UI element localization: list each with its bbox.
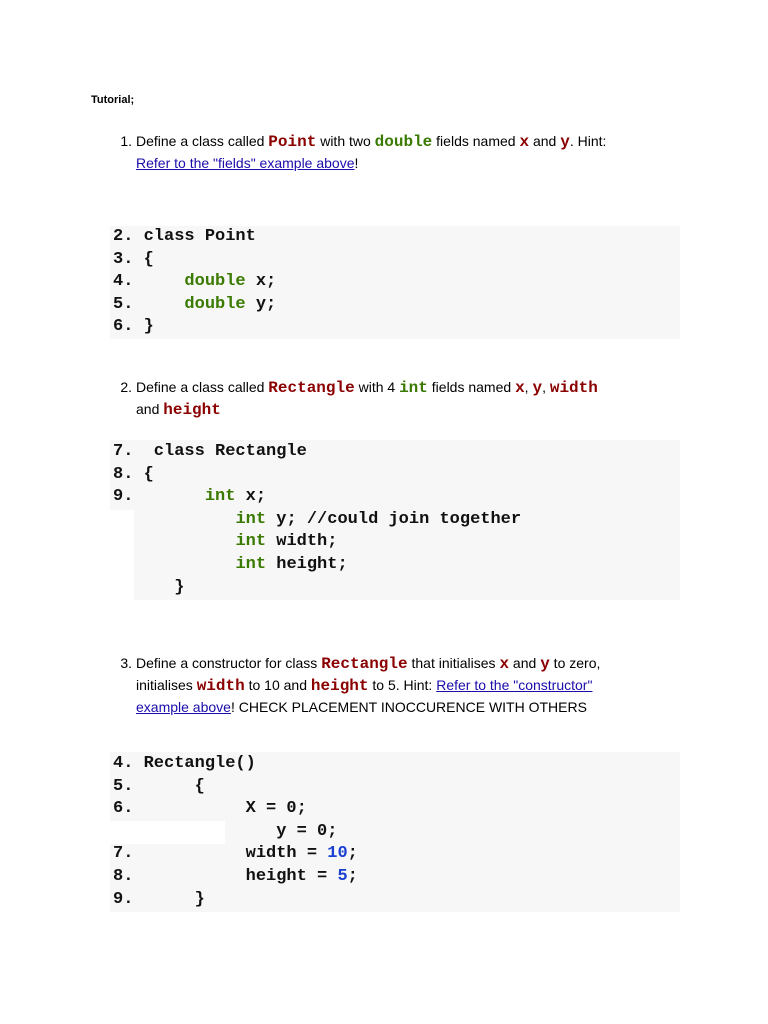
code-text: ;: [347, 867, 358, 886]
text: fields named: [427, 379, 516, 395]
line-number: 9.: [113, 487, 134, 507]
code-text: class Point: [133, 227, 256, 246]
code-text: [133, 272, 184, 291]
code-text: }: [133, 577, 185, 597]
keyword-rectangle: Rectangle: [268, 379, 355, 397]
code-text: ;: [347, 844, 358, 864]
constructor-example-link[interactable]: example above: [136, 699, 231, 715]
code-text: Rectangle(): [133, 754, 256, 773]
code-text: X = 0;: [133, 799, 307, 819]
code-line: [113, 888, 205, 911]
item-number: 1.: [120, 133, 132, 149]
code-text: [133, 555, 235, 574]
keyword-height: height: [310, 677, 369, 695]
instruction-1: [0, 131, 768, 175]
instruction-2: [0, 377, 768, 421]
code-keyword: int: [235, 555, 267, 574]
code-text: width;: [266, 532, 338, 552]
text: . Hint:: [569, 133, 607, 149]
text: with 4: [354, 379, 400, 395]
code-text: {: [133, 249, 154, 269]
fields-example-link[interactable]: Refer to the "fields" example above: [136, 155, 355, 171]
line-number: [113, 822, 133, 841]
code-line: [113, 315, 154, 338]
code-line: [113, 797, 307, 820]
text: Define a constructor for class: [136, 655, 322, 671]
code-line: [113, 842, 358, 865]
code-text: [133, 510, 235, 529]
line-number: 6.: [113, 799, 134, 819]
code-line: [113, 820, 337, 843]
code-text: height =: [133, 867, 338, 886]
code-line: [113, 440, 307, 463]
line-number: 3.: [113, 249, 134, 269]
keyword-width: width: [549, 379, 598, 397]
code-text: y;: [245, 294, 277, 314]
line-number: [113, 532, 133, 551]
code-text: }: [133, 889, 205, 909]
code-text: }: [133, 317, 154, 337]
line-number: 4.: [113, 272, 134, 292]
item-number: 2.: [120, 379, 132, 395]
keyword-x: x: [499, 655, 510, 673]
code-text: x;: [235, 487, 267, 507]
code-text: {: [133, 776, 205, 796]
code-text: class Rectangle: [133, 442, 307, 461]
code-text: x;: [245, 272, 277, 292]
line-number: 8.: [113, 867, 134, 886]
code-line: [113, 508, 521, 531]
code-line: [113, 248, 154, 271]
text: to 5. Hint:: [368, 677, 437, 693]
code-text: [133, 487, 204, 506]
line-number: [113, 555, 133, 574]
line-number: 2.: [113, 227, 134, 246]
code-line: [113, 775, 205, 798]
code-keyword: int: [235, 509, 267, 529]
line-number: 9.: [113, 889, 134, 909]
line-number: 6.: [113, 317, 134, 337]
code-line: [113, 485, 266, 508]
keyword-int: int: [399, 379, 428, 397]
line-number: 4.: [113, 754, 134, 773]
code-text: [133, 532, 235, 551]
code-text: height;: [266, 555, 348, 574]
keyword-y: y: [532, 379, 543, 397]
text: Define a class called: [136, 133, 269, 149]
code-line: [113, 530, 337, 553]
code-line: [113, 463, 154, 486]
code-text: [133, 295, 184, 314]
line-number: [113, 510, 133, 529]
text: with two: [316, 133, 375, 149]
keyword-x: x: [515, 379, 525, 397]
text: and: [509, 655, 541, 671]
keyword-y: y: [560, 133, 570, 151]
keyword-point: Point: [268, 133, 317, 151]
instruction-text: [136, 131, 676, 174]
code-line: [113, 865, 358, 888]
line-number: 8.: [113, 464, 134, 484]
line-number: 7.: [113, 442, 134, 461]
line-number: [113, 578, 133, 597]
keyword-height: height: [163, 401, 221, 419]
text: !: [354, 155, 359, 171]
code-text: {: [133, 464, 154, 484]
text: initialises: [136, 677, 197, 693]
line-number: 5.: [113, 776, 134, 796]
code-line: [113, 752, 256, 775]
code-text: y = 0;: [133, 821, 338, 841]
keyword-x: x: [519, 133, 530, 151]
keyword-rectangle: Rectangle: [321, 655, 408, 673]
code-number: 5: [337, 867, 348, 886]
code-text: width =: [133, 844, 328, 864]
separator: ,: [524, 379, 533, 395]
code-line: [113, 270, 276, 293]
text: Define a class called: [136, 379, 269, 395]
item-number: 3.: [120, 655, 132, 671]
text: and: [136, 401, 164, 417]
line-number: 5.: [113, 294, 134, 314]
instruction-text: [136, 377, 676, 421]
code-keyword: int: [204, 487, 236, 507]
keyword-y: y: [540, 655, 550, 673]
code-number: 10: [327, 844, 348, 864]
code-keyword: double: [184, 294, 246, 314]
separator: ,: [542, 379, 550, 395]
tutorial-heading: Tutorial;: [91, 94, 135, 106]
instruction-text: [136, 653, 676, 718]
code-line: [113, 293, 276, 316]
code-text: y; //could join together: [266, 509, 522, 529]
keyword-width: width: [196, 677, 245, 695]
constructor-example-link[interactable]: Refer to the "constructor": [436, 677, 593, 693]
code-line: [113, 553, 348, 576]
text: to 10 and: [244, 677, 311, 693]
instruction-3: [0, 653, 768, 719]
text: and: [529, 133, 561, 149]
code-keyword: int: [235, 532, 267, 552]
text: ! CHECK PLACEMENT INOCCURENCE WITH OTHERS: [230, 699, 587, 715]
line-number: 7.: [113, 844, 134, 864]
code-line: [113, 576, 184, 599]
keyword-double: double: [374, 133, 433, 151]
code-line: [113, 225, 256, 248]
text: to zero,: [549, 655, 601, 671]
code-keyword: double: [184, 272, 246, 292]
text: fields named: [432, 133, 520, 149]
text: that initialises: [407, 655, 500, 671]
